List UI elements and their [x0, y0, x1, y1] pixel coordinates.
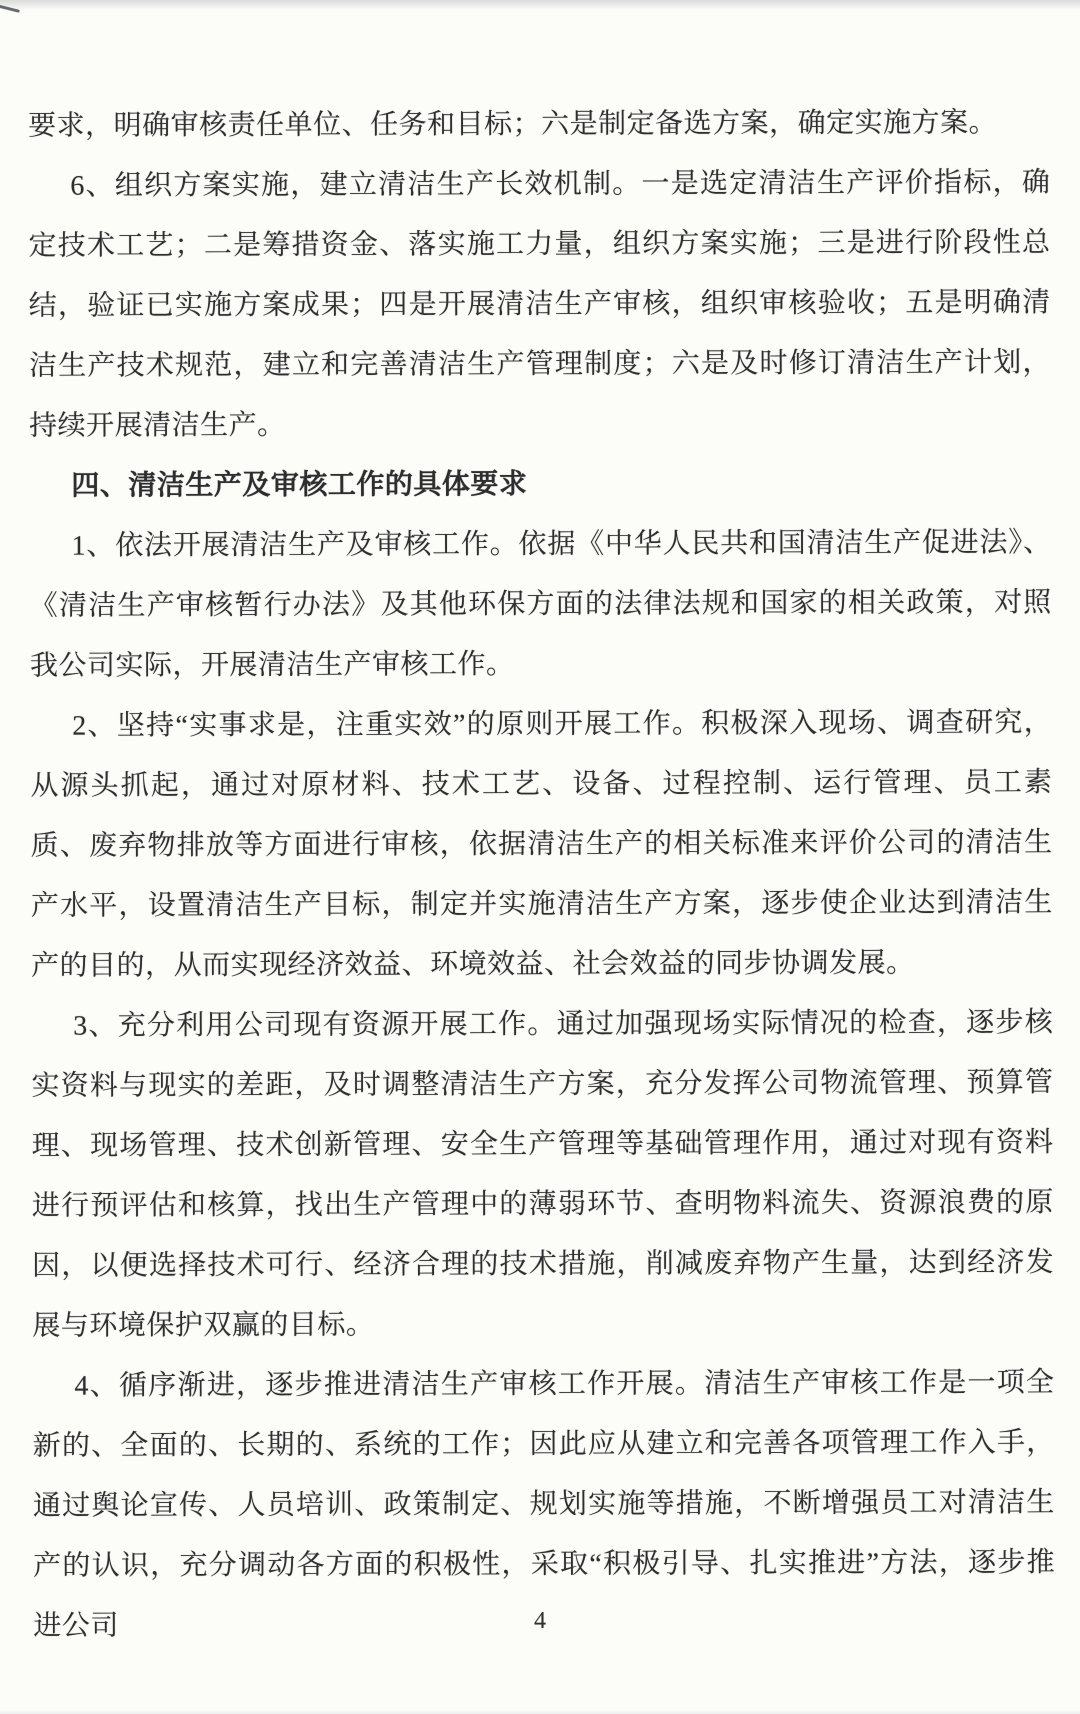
paragraph-continuation: 要求，明确审核责任单位、任务和目标；六是制定备选方案，确定实施方案。 — [28, 107, 998, 142]
paragraph-item-2: 2、坚持“实事求是，注重实效”的原则开展工作。积极深入现场、调查研究，从源头抓起，通过对原材料、技术工艺、设备、过程控制、运行管理、员工素质、废弃物排放等方面进行审核，依据清洁生产的相关标准来评价公司的清洁生产水平，设置清洁生产目标，制定并实施清洁生产方案，逐步使企业达到清洁生产的目的，从而实现经济效益、环境效益、社会效益的同步协调发展。 — [30, 707, 1053, 982]
paragraph-item-6: 6、组织方案实施，建立清洁生产长效机制。一是选定清洁生产评价指标，确定技术工艺；二是筹措资金、落实施工力量，组织方案实施；三是进行阶段性总结，验证已实施方案成果；四是开展清洁生产审核，组织审核验收；五是明确清洁生产技术规范，建立和完善清洁生产管理制度；六是及时修订清洁生产计划，持续开展清洁生产。 — [28, 167, 1051, 442]
page-number: 4 — [534, 1608, 546, 1634]
paragraph-item-3: 3、充分利用公司现有资源开展工作。通过加强现场实际情况的检查，逐步核实资料与现实的差距，及时调整清洁生产方案，充分发挥公司物流管理、预算管理、现场管理、技术创新管理、安全生产管理等基础管理作用，通过对现有资料进行预评估和核算，找出生产管理中的薄弱环节、查明物料流失、资源浪费的原因，以便选择技术可行、经济合理的技术措施，削减废弃物产生量，达到经济发展与环境保护双赢的目标。 — [31, 1007, 1055, 1342]
section-heading: 四、清洁生产及审核工作的具体要求 — [71, 469, 528, 502]
scan-artifact-mark — [0, 4, 20, 13]
paragraph-item-4: 4、循序渐进，逐步推进清洁生产审核工作开展。清洁生产审核工作是一项全新的、全面的、长期的、系统的工作；因此应从建立和完善各项管理工作入手，通过舆论宣传、人员培训、政策制定、规划实施等措施，不断增强员工对清洁生产的认识，充分调动各方面的积极性，采取“积极引导、扎实推进”方法，逐步推进公司 — [32, 1367, 1056, 1642]
paragraph-item-1: 1、依法开展清洁生产及审核工作。依据《中华人民共和国清洁生产促进法》、《清洁生产审核暂行办法》及其他环保方面的法律法规和国家的相关政策，对照我公司实际，开展清洁生产审核工作。 — [29, 527, 1052, 682]
document-body — [28, 93, 1055, 1657]
scan-edge-shade-bottom — [0, 1710, 1080, 1714]
scan-edge-shade-top — [0, 0, 1080, 10]
